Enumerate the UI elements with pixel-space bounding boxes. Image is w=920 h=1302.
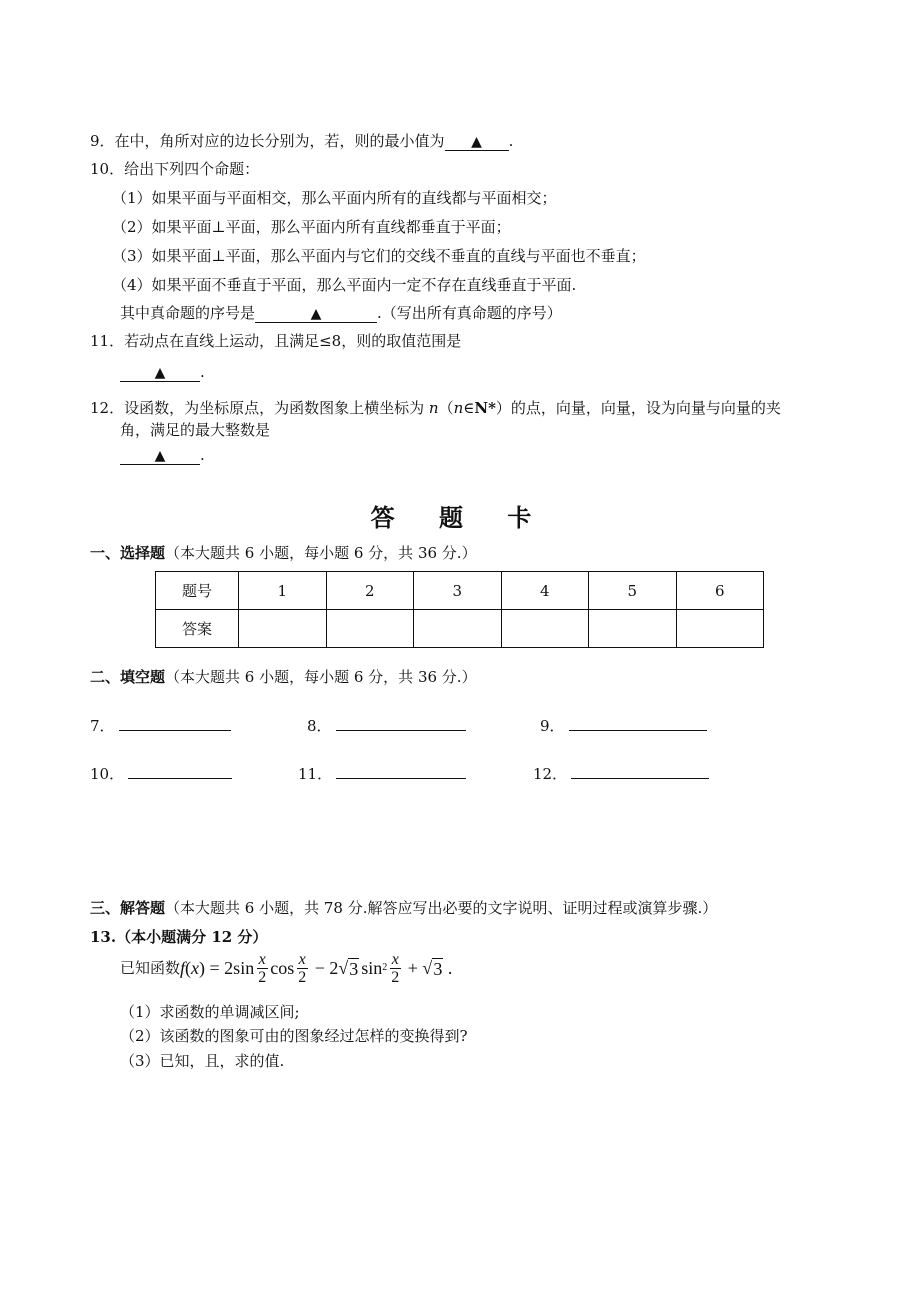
q12-answer-line	[120, 445, 205, 465]
fill-blank[interactable]	[569, 714, 707, 731]
table-row	[156, 610, 764, 648]
col-header: 2	[326, 572, 414, 610]
formula-minus: − 2	[310, 958, 339, 978]
table-row	[156, 572, 764, 610]
q13-item-3: （3）已知，且，求的值.	[120, 1052, 285, 1070]
sqrt-icon: √ 3	[422, 958, 443, 979]
fill-label: 7．	[90, 717, 115, 735]
q11-text: 若动点在直线上运动，且满足≤8，则的取值范围是	[124, 332, 462, 350]
q12-text-b: ）的点，向量，向量，设为向量与向量的夹	[495, 399, 781, 417]
fill-blank[interactable]	[571, 762, 709, 779]
answer-cell[interactable]	[589, 610, 677, 648]
formula-cos: cos	[270, 958, 295, 978]
row-label-number: 题号	[156, 572, 239, 610]
question-10	[90, 159, 259, 179]
section-1-title: 一、选择题	[90, 544, 166, 562]
answer-cell[interactable]	[239, 610, 327, 648]
q12-paren-open: （	[438, 399, 454, 417]
q9-text: 在中，角所对应的边长分别为，若，则的最小值为	[114, 132, 445, 150]
q9-tail: .	[508, 132, 514, 150]
q12-line-2: 角，满足的最大整数是	[120, 421, 271, 439]
fill-label: 10．	[90, 765, 125, 783]
fill-item-11	[298, 762, 466, 784]
fill-item-9	[540, 714, 707, 736]
q12-naturals: N*	[474, 399, 496, 417]
fraction: $\frac{x}{2}$	[298, 950, 307, 986]
fill-label: 12．	[533, 765, 568, 783]
q13-function-line	[120, 950, 452, 986]
formula-end: .	[443, 958, 453, 978]
q12-n: n	[428, 399, 439, 417]
section-3-heading	[90, 898, 717, 918]
q13-formula	[180, 951, 452, 986]
q12-answer-blank[interactable]	[120, 446, 200, 465]
col-header: 3	[414, 572, 502, 610]
q10-item-1: （1）如果平面与平面相交，那么平面内所有的直线都与平面相交；	[112, 189, 557, 207]
section-1-note: （本大题共 6 小题，每小题 6 分，共 36 分.）	[165, 544, 477, 562]
question-9	[90, 131, 513, 151]
answer-cell[interactable]	[676, 610, 764, 648]
formula-plus: +	[403, 958, 423, 978]
answer-cell[interactable]	[326, 610, 414, 648]
fill-blank[interactable]	[128, 762, 232, 779]
q13-item-1: （1）求函数的单调减区间;	[120, 1003, 300, 1021]
q10-item-2: （2）如果平面⊥平面，那么平面内所有直线都垂直于平面；	[112, 218, 511, 236]
q10-number: 10．	[90, 160, 125, 178]
formula-lparen: (	[185, 958, 192, 978]
formula-f: f	[180, 958, 186, 978]
col-header: 5	[589, 572, 677, 610]
q10-answer-line	[120, 303, 562, 323]
question-11	[90, 331, 461, 351]
fill-blank[interactable]	[336, 762, 466, 779]
section-2-heading	[90, 667, 477, 687]
q9-answer-blank[interactable]	[445, 132, 509, 151]
q13-item-2: （2）该函数的图象可由的图象经过怎样的变换得到?	[120, 1027, 468, 1045]
section-2-note: （本大题共 6 小题，每小题 6 分，共 36 分.）	[165, 668, 477, 686]
triangle-icon: ▲	[154, 448, 166, 464]
fill-blank[interactable]	[336, 714, 466, 731]
fill-item-12	[533, 762, 709, 784]
answer-card-title: 答 题 卡	[370, 503, 550, 532]
fill-item-10	[90, 762, 232, 784]
triangle-icon: ▲	[471, 134, 482, 150]
fill-label: 9．	[540, 717, 565, 735]
choice-answer-table	[155, 571, 764, 648]
fill-label: 11．	[298, 765, 333, 783]
fill-blank[interactable]	[119, 714, 231, 731]
section-3-title: 三、解答题	[90, 899, 166, 917]
formula-superscript: 2	[382, 962, 388, 973]
triangle-icon: ▲	[154, 365, 166, 381]
q12-elem: ∈	[463, 399, 475, 417]
fill-item-8	[307, 714, 466, 736]
fill-label: 8．	[307, 717, 332, 735]
q10-intro: 给出下列四个命题：	[124, 160, 260, 178]
q10-answer-blank[interactable]	[255, 304, 377, 323]
fraction: $\frac{x}{2}$	[391, 950, 400, 986]
q11-answer-blank[interactable]	[120, 363, 200, 382]
col-header: 1	[239, 572, 327, 610]
fraction: $\frac{x}{2}$	[258, 950, 267, 986]
q13-heading: 13.（本小题满分 12 分）	[90, 928, 268, 946]
section-2-title: 二、填空题	[90, 668, 166, 686]
q11-number: 11．	[90, 332, 125, 350]
q9-number: 9．	[90, 132, 115, 150]
sqrt-icon: √ 3	[338, 958, 359, 979]
q13-intro: 已知函数	[120, 959, 181, 977]
q12-text-a: 设函数，为坐标原点，为函数图象上横坐标为	[124, 399, 425, 417]
q10-item-3: （3）如果平面⊥平面，那么平面内与它们的交线不垂直的直线与平面也不垂直；	[112, 247, 646, 265]
question-12	[90, 398, 781, 418]
q10-item-4: （4）如果平面不垂直于平面，那么平面内一定不存在直线垂直于平面.	[112, 276, 577, 294]
q10-answer-prefix: 其中真命题的序号是	[120, 304, 256, 322]
fill-item-7	[90, 714, 231, 736]
formula-sin: sin	[361, 958, 383, 978]
q11-tail: .	[200, 363, 205, 381]
col-header: 4	[501, 572, 589, 610]
q12-number: 12．	[90, 399, 125, 417]
q10-answer-suffix: .（写出所有真命题的序号）	[377, 304, 562, 322]
col-header: 6	[676, 572, 764, 610]
section-1-heading	[90, 543, 477, 563]
q12-tail: .	[200, 446, 205, 464]
row-label-answer: 答案	[156, 610, 239, 648]
formula-rparen: )	[199, 958, 206, 978]
section-3-note: （本大题共 6 小题，共 78 分.解答应写出必要的文字说明、证明过程或演算步骤.）	[165, 899, 718, 917]
q12-n2: n	[453, 399, 464, 417]
formula-eq: = 2sin	[205, 958, 255, 978]
answer-cell[interactable]	[501, 610, 589, 648]
formula-x: x	[191, 958, 200, 978]
q11-answer-line	[120, 362, 205, 382]
triangle-icon: ▲	[310, 306, 322, 322]
answer-cell[interactable]	[414, 610, 502, 648]
